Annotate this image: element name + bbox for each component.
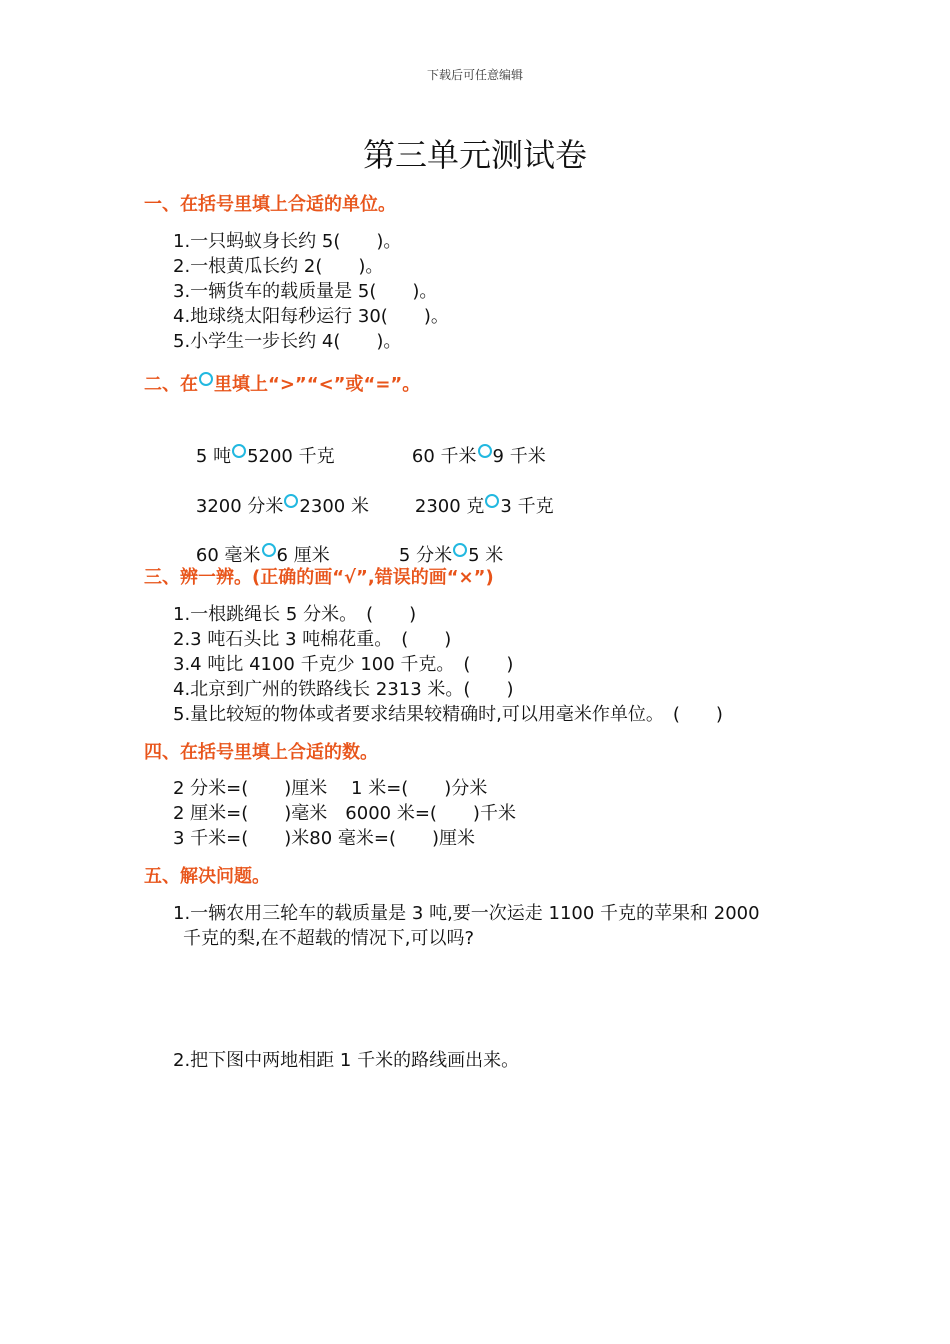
section5-question1-line2: 千克的梨,在不超载的情况下,可以吗? (183, 928, 474, 949)
compare-right: 5200 千克 (247, 446, 335, 467)
compare-left: 5 分米 (398, 545, 453, 566)
page-title: 第三单元测试卷 (362, 136, 587, 174)
section5-question1-line1: 1.一辆农用三轮车的载质量是 3 吨,要一次运走 1100 千克的苹果和 2000 (173, 903, 760, 924)
section2-heading-pre: 二、在 (144, 374, 198, 395)
compare-left: 60 毫米 (195, 545, 261, 566)
circle-icon (199, 372, 213, 386)
circle-icon (262, 543, 276, 557)
section3-item: 5.量比较短的物体或者要求结果较精确时,可以用毫米作单位。 ( ) (173, 704, 723, 725)
circle-icon (485, 494, 499, 508)
compare-right: 6 厘米 (276, 545, 330, 566)
header-note: 下载后可任意编辑 (426, 68, 523, 82)
compare-right: 2300 米 (299, 496, 369, 517)
section1-item: 2.一根黄瓜长约 2( )。 (173, 256, 384, 277)
circle-icon (284, 494, 298, 508)
section1-item: 1.一只蚂蚁身长约 5( )。 (173, 231, 402, 252)
section3-item: 4.北京到广州的铁路线长 2313 米。( ) (173, 679, 514, 700)
section3-heading: 三、辨一辨。(正确的画“√”,错误的画“×”) (144, 567, 494, 588)
circle-icon (232, 444, 246, 458)
circle-icon (478, 444, 492, 458)
compare-left: 5 吨 (195, 446, 232, 467)
section4-item: 3 千米=( )米80 毫米=( )厘米 (173, 828, 476, 849)
compare-right: 9 千米 (492, 446, 546, 467)
section3-item: 3.4 吨比 4100 千克少 100 千克。 ( ) (173, 654, 514, 675)
section2-heading (144, 370, 420, 396)
compare-left: 60 千米 (411, 446, 477, 467)
section1-item: 4.地球绕太阳每秒运行 30( )。 (173, 306, 449, 327)
section5-question2: 2.把下图中两地相距 1 千米的路线画出来。 (173, 1050, 520, 1071)
compare-left: 3200 分米 (195, 496, 284, 517)
section1-item: 5.小学生一步长约 4( )。 (173, 331, 402, 352)
section4-item: 2 厘米=( )毫米 6000 米=( )千米 (173, 803, 516, 824)
section1-heading: 一、在括号里填上合适的单位。 (144, 194, 396, 215)
section5-heading: 五、解决问题。 (144, 866, 270, 887)
section3-item: 1.一根跳绳长 5 分米。 ( ) (173, 604, 417, 625)
section2-heading-post: 里填上“>”“<”或“=”。 (214, 374, 421, 395)
section1-item: 3.一辆货车的载质量是 5( )。 (173, 281, 438, 302)
section3-item: 2.3 吨石头比 3 吨棉花重。 ( ) (173, 629, 452, 650)
compare-left: 2300 克 (414, 496, 485, 517)
compare-right: 5 米 (468, 545, 504, 566)
section4-heading: 四、在括号里填上合适的数。 (144, 742, 378, 763)
section4-item: 2 分米=( )厘米 1 米=( )分米 (173, 778, 488, 799)
circle-icon (453, 543, 467, 557)
compare-right: 3 千克 (500, 496, 554, 517)
